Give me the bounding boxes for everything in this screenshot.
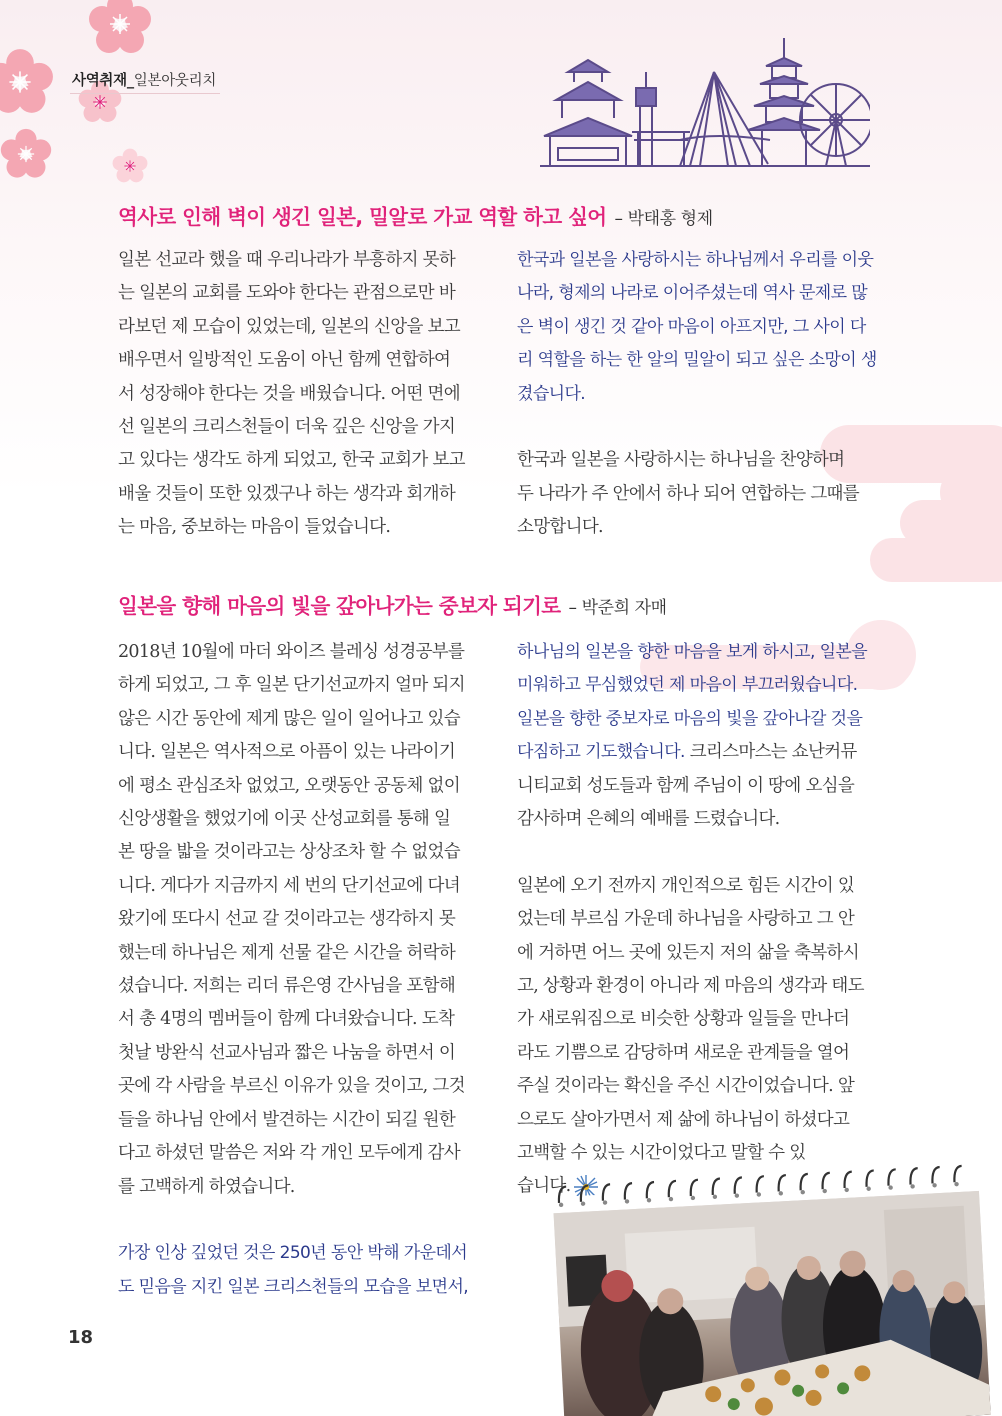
text-line: 는 마음, 중보하는 마음이 들었습니다. [118,517,391,538]
text-line: 선 일본의 크리스천들이 더욱 깊은 신앙을 가지 [118,417,456,438]
text-line: 다고 하셨던 말씀은 저와 각 개인 모두에게 감사 [118,1143,460,1164]
text-line: 하게 되었고, 그 후 일본 단기선교까지 얼마 되지 [118,675,465,696]
photo-image [553,1185,990,1416]
text-line: 니다. 게다가 지금까지 세 번의 단기선교에 다녀 [118,875,460,896]
highlight-line: 은 벽이 생긴 것 같아 마음이 아프지만, 그 사이 다 [517,316,866,337]
text-line: 일본 선교라 했을 때 우리나라가 부흥하지 못하 [118,250,456,270]
text-line: 했는데 하나님은 제게 선물 같은 시간을 허락하 [118,942,456,963]
photo-scene [553,1185,990,1416]
text-line [517,736,897,769]
text-fragment: 습니다. [517,1176,571,1197]
text-line: 두 나라가 주 안에서 하나 되어 연합하는 그때를 [517,483,859,504]
flower-icon [0,48,54,116]
text-line: 가 새로워짐으로 비슷한 상황과 일들을 만나더 [517,1009,850,1030]
section-author: – 박준희 자매 [568,598,667,618]
highlight-line: 리 역할을 하는 한 알의 밀알이 되고 싶은 소망이 생 [517,350,877,371]
section-author: – 박태홍 형제 [614,209,713,229]
text-line: 주실 것이라는 확신을 주신 시간이었습니다. 앞 [517,1076,855,1097]
text-line: 었는데 부르심 가운데 하나님을 사랑하고 그 안 [517,909,855,930]
text-line: 니다. 일본은 역사적으로 아픔이 있는 나라이기 [118,742,456,763]
section1-right-column [517,244,897,545]
section2-left-column [118,636,498,1304]
section2-right-column [517,636,897,1204]
text-line: 배울 것들이 또한 있겠구나 하는 생각과 회개하 [118,483,456,504]
text-line: 일본에 오기 전까지 개인적으로 힘든 시간이 있 [517,875,855,896]
text-line: 서 성장해야 한다는 것을 배웠습니다. 어떤 면에 [118,383,460,404]
text-line: 신앙생활을 했었기에 이곳 산성교회를 통해 일 [118,809,451,830]
flower-icon [112,148,148,184]
text-line: 에 거하면 어느 곳에 있든지 저의 삶을 축복하시 [517,942,859,963]
text-line: 감사하며 은혜의 예배를 드렸습니다. [517,809,780,830]
highlight-line: 한국과 일본을 사랑하시는 하나님께서 우리를 이웃 [517,250,874,270]
section-heading [118,200,713,230]
flower-icon [0,128,52,180]
text-line: 소망합니다. [517,517,603,538]
highlight-text: 다짐하고 기도했습니다. [517,742,685,763]
text-line: 첫날 방완식 선교사님과 짧은 나눔을 하면서 이 [118,1042,456,1063]
text-line: 셨습니다. 저희는 리더 류은영 간사님을 포함해 [118,976,456,997]
section-heading [118,589,667,619]
text-line: 않은 시간 동안에 제게 많은 일이 일어나고 있습 [118,708,460,729]
text-line: 곳에 각 사람을 부르신 이유가 있을 것이고, 그것 [118,1076,465,1097]
text-line: 에 평소 관심조차 없었고, 오랫동안 공동체 없이 [118,775,460,796]
section-label: 사역취재_일본아웃리치 [72,73,217,89]
text-line: 는 일본의 교회를 도와야 한다는 관점으로만 바 [118,283,456,304]
text-line: 고 있다는 생각도 하게 되었고, 한국 교회가 보고 [118,450,465,471]
text-line: 으로도 살아가면서 제 삶에 하나님이 하셨다고 [517,1109,850,1130]
text-line: 2018년 10월에 마더 와이즈 블레싱 성경공부를 [118,642,465,662]
highlight-line: 일본을 향한 중보자로 마음의 빛을 갚아나갈 것을 [517,708,863,729]
text-line: 배우면서 일방적인 도움이 아닌 함께 연합하여 [118,350,451,371]
header-divider [70,93,220,94]
text-fragment: 크리스마스는 쇼난커뮤 [689,742,857,763]
event-photo [546,1159,996,1416]
section1-left-column [118,244,498,545]
text-line: 본 땅을 밟을 것이라고는 상상조차 할 수 없었습 [118,842,460,863]
highlight-line: 도 믿음을 지킨 일본 크리스천들의 모습을 보면서, [118,1276,469,1297]
text-line: 고백할 수 있는 시간이었다고 말할 수 있 [517,1143,806,1164]
text-line: 한국과 일본을 사랑하시는 하나님을 찬양하며 [517,450,845,471]
text-line: 라도 기쁨으로 감당하며 새로운 관계들을 열어 [517,1042,850,1063]
highlight-line: 미워하고 무심했었던 제 마음이 부끄러웠습니다. [517,675,858,696]
highlight-line: 나라, 형제의 나라로 이어주셨는데 역사 문제로 많 [517,283,868,304]
page-number: 18 [68,1327,94,1348]
flower-icon [88,0,152,56]
highlight-line: 하나님의 일본을 향한 마음을 보게 하시고, 일본을 [517,642,868,662]
text-line: 를 고백하게 하였습니다. [118,1176,295,1197]
text-line: 들을 하나님 안에서 발견하는 시간이 되길 원한 [118,1109,456,1130]
highlight-line: 가장 인상 깊었던 것은 250년 동안 박해 가운데서 [118,1243,468,1264]
section-title: 역사로 인해 벽이 생긴 일본, 밀알로 가교 역할 하고 싶어 [118,205,607,229]
skyline-illustration [540,36,870,168]
text-line: 고, 상황과 환경이 아니라 제 마음의 생각과 태도 [517,976,864,997]
text-line: 왔기에 또다시 선교 갈 것이라고는 생각하지 못 [118,909,456,930]
highlight-line: 겼습니다. [517,383,586,404]
section-title: 일본을 향해 마음의 빛을 갚아나가는 중보자 되기로 [118,594,561,618]
text-line: 서 총 4명의 멤버들이 함께 다녀왔습니다. 도착 [118,1009,455,1030]
text-line: 니티교회 성도들과 함께 주님이 이 땅에 오심을 [517,775,855,796]
text-line: 라보던 제 모습이 있었는데, 일본의 신앙을 보고 [118,316,460,337]
